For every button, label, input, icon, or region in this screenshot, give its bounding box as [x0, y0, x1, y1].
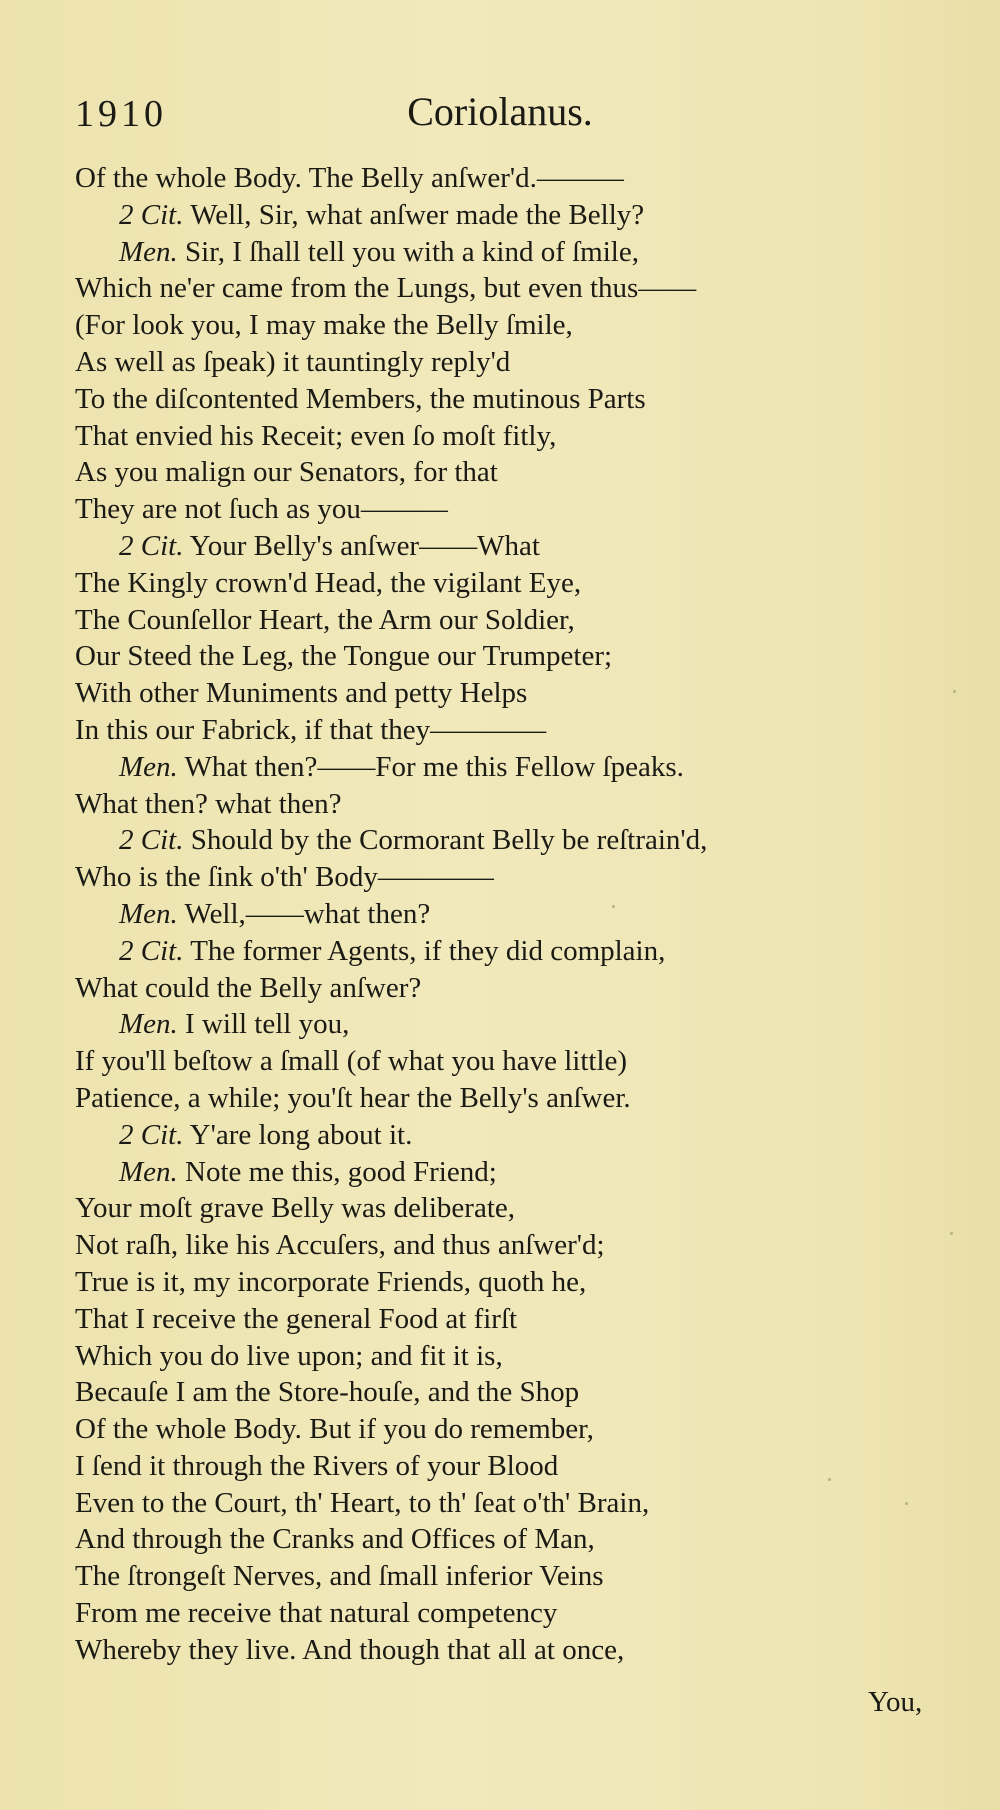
line-text: As well as ſpeak) it tauntingly reply'd: [75, 345, 511, 378]
catchword: You,: [868, 1686, 923, 1718]
speaker-name: Men.: [119, 897, 178, 930]
line-text: The Counſellor Heart, the Arm our Soldier,: [75, 603, 575, 636]
verse-line: [75, 786, 935, 823]
line-text: Well, Sir, what anſwer made the Belly?: [190, 198, 645, 231]
speech-line-with-speaker: [75, 197, 935, 234]
line-text: Even to the Court, th' Heart, to th' ſeat o'th' Brain,: [75, 1486, 650, 1519]
speaker-name: 2 Cit.: [119, 529, 184, 562]
verse-line: [75, 1227, 935, 1264]
speech-line-with-speaker: [75, 822, 935, 859]
speaker-name: 2 Cit.: [119, 1118, 184, 1151]
paper-speck: [905, 1502, 908, 1505]
verse-line: [75, 1448, 935, 1485]
line-text: Becauſe I am the Store-houſe, and the Shop: [75, 1376, 580, 1409]
line-text: What then? what then?: [75, 787, 342, 820]
speech-line-with-speaker: [75, 1154, 935, 1191]
line-text: Our Steed the Leg, the Tongue our Trumpeter;: [75, 640, 613, 673]
page-number: 1910: [75, 93, 167, 135]
line-text: Who is the ſink o'th' Body————: [75, 861, 494, 894]
verse-line: [75, 1190, 935, 1227]
verse-line: [75, 454, 935, 491]
line-text: Patience, a while; you'ſt hear the Belly's anſwer.: [75, 1081, 631, 1114]
line-text: Your Belly's anſwer——What: [189, 529, 540, 562]
verse-line: [75, 1264, 935, 1301]
paper-speck: [953, 690, 956, 693]
verse-line: [75, 1632, 935, 1669]
verse-line: [75, 675, 935, 712]
verse-line: [75, 1411, 935, 1448]
speech-line-with-speaker: [75, 1006, 935, 1043]
verse-line: [75, 970, 935, 1007]
line-text: They are not ſuch as you———: [75, 493, 448, 526]
verse-line: [75, 381, 935, 418]
line-text: That envied his Receit; even ſo moſt fitly,: [75, 419, 557, 452]
line-text: I ſend it through the Rivers of your Blood: [75, 1449, 559, 1482]
line-text: From me receive that natural competency: [75, 1597, 558, 1630]
line-text: Not raſh, like his Accuſers, and thus anſwer'd;: [75, 1229, 605, 1262]
speaker-name: 2 Cit.: [119, 198, 184, 231]
verse-line: [75, 160, 935, 197]
paper-speck: [612, 905, 615, 908]
speaker-name: Men.: [119, 1008, 178, 1041]
verse-line: [75, 270, 935, 307]
line-text: (For look you, I may make the Belly ſmile,: [75, 309, 573, 342]
line-text: The ſtrongeſt Nerves, and ſmall inferior Veins: [75, 1560, 604, 1593]
play-text: [75, 160, 935, 1669]
line-text: Y'are long about it.: [189, 1118, 413, 1151]
verse-line: [75, 712, 935, 749]
speech-line-with-speaker: [75, 933, 935, 970]
line-text: Of the whole Body. The Belly anſwer'd.———: [75, 162, 624, 194]
line-text: Your moſt grave Belly was deliberate,: [75, 1192, 516, 1225]
line-text: The former Agents, if they did complain,: [190, 934, 666, 967]
line-text: Whereby they live. And though that all at once,: [75, 1633, 625, 1666]
speech-line-with-speaker: [75, 896, 935, 933]
speech-line-with-speaker: [75, 528, 935, 565]
verse-line: [75, 344, 935, 381]
verse-line: [75, 1043, 935, 1080]
line-text: Which ne'er came from the Lungs, but even thus——: [75, 272, 697, 305]
verse-line: [75, 565, 935, 602]
verse-line: [75, 307, 935, 344]
verse-line: [75, 602, 935, 639]
line-text: In this our Fabrick, if that they————: [75, 713, 547, 746]
line-text: Should by the Cormorant Belly be reſtrain'd,: [190, 824, 708, 857]
line-text: To the diſcontented Members, the mutinous Parts: [75, 382, 646, 415]
paper-speck: [828, 1478, 831, 1481]
verse-line: [75, 1485, 935, 1522]
line-text: Sir, I ſhall tell you with a kind of ſmile,: [185, 235, 639, 268]
speech-line-with-speaker: [75, 234, 935, 271]
verse-line: [75, 1301, 935, 1338]
line-text: As you malign our Senators, for that: [75, 456, 498, 489]
line-text: What then?——For me this Fellow ſpeaks.: [184, 750, 684, 783]
verse-line: [75, 638, 935, 675]
verse-line: [75, 1338, 935, 1375]
line-text: That I receive the general Food at firſt: [75, 1302, 518, 1335]
line-text: Well,——what then?: [184, 897, 431, 930]
line-text: Note me this, good Friend;: [185, 1155, 497, 1188]
line-text: With other Muniments and petty Helps: [75, 677, 528, 710]
verse-line: [75, 491, 935, 528]
line-text: The Kingly crown'd Head, the vigilant Eye,: [75, 566, 582, 599]
verse-line: [75, 859, 935, 896]
speech-line-with-speaker: [75, 1117, 935, 1154]
line-text: If you'll beſtow a ſmall (of what you have little): [75, 1045, 628, 1078]
verse-line: [75, 1521, 935, 1558]
paper-speck: [950, 1232, 953, 1235]
line-text: I will tell you,: [185, 1008, 350, 1041]
verse-line: [75, 1080, 935, 1117]
speaker-name: 2 Cit.: [119, 934, 184, 967]
line-text: What could the Belly anſwer?: [75, 971, 422, 1004]
line-text: Which you do live upon; and fit it is,: [75, 1339, 503, 1372]
verse-line: [75, 1558, 935, 1595]
speech-line-with-speaker: [75, 749, 935, 786]
line-text: Of the whole Body. But if you do remember,: [75, 1413, 594, 1446]
speaker-name: Men.: [119, 750, 178, 783]
running-title: Coriolanus.: [407, 89, 593, 134]
verse-line: [75, 1595, 935, 1632]
speaker-name: Men.: [119, 1155, 178, 1188]
speaker-name: Men.: [119, 235, 178, 268]
speaker-name: 2 Cit.: [119, 824, 184, 857]
line-text: And through the Cranks and Offices of Man,: [75, 1523, 595, 1556]
line-text: True is it, my incorporate Friends, quoth he,: [75, 1265, 587, 1298]
verse-line: [75, 418, 935, 455]
verse-line: [75, 1374, 935, 1411]
